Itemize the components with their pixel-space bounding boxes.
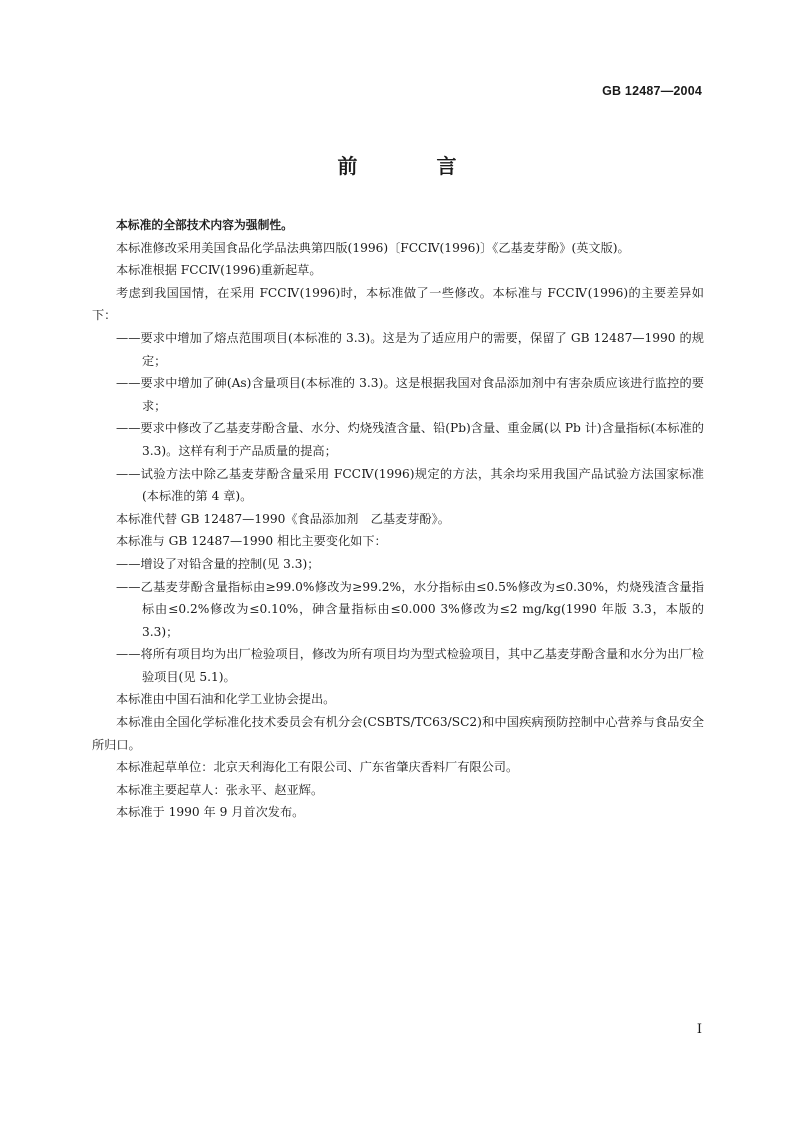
page-number: I — [696, 1022, 702, 1037]
list-item: ——将所有项目均为出厂检验项目，修改为所有项目均为型式检验项目，其中乙基麦芽酚含量和水分为出厂检验项目(见 5.1)。 — [116, 647, 704, 684]
paragraph: 本标准的全部技术内容为强制性。 — [116, 218, 293, 232]
list-item: ——要求中增加了熔点范围项目(本标准的 3.3)。这是为了适应用户的需要，保留了 GB 12487—1990 的规定； — [116, 330, 704, 368]
foreword-body — [92, 214, 704, 824]
paragraph: 本标准起草单位：北京天利海化工有限公司、广东省肇庆香料厂有限公司。 — [116, 760, 519, 775]
paragraph: 本标准修改采用美国食品化学品法典第四版(1996)〔FCCⅣ(1996)〕《乙基麦芽酚》(英文版)。 — [116, 240, 630, 255]
list-item: ——试验方法中除乙基麦芽酚含量采用 FCCⅣ(1996)规定的方法，其余均采用我国产品试验方法国家标准(本标准的第 4 章)。 — [116, 466, 704, 504]
list-item: ——要求中修改了乙基麦芽酚含量、水分、灼烧残渣含量、铅(Pb)含量、重金属(以 Pb 计)含量指标(本标准的 3.3)。这样有利于产品质量的提高； — [116, 421, 704, 458]
paragraph: 本标准于 1990 年 9 月首次发布。 — [116, 805, 305, 820]
list-item: ——增设了对铅含量的控制(见 3.3)； — [116, 556, 320, 571]
paragraph: 本标准代替 GB 12487—1990《食品添加剂 乙基麦芽酚》。 — [116, 511, 450, 526]
paragraph: 考虑到我国国情，在采用 FCCⅣ(1996)时，本标准做了一些修改。本标准与 FCCⅣ(1996)的主要差异如下： — [92, 285, 704, 323]
paragraph: 本标准根据 FCCⅣ(1996)重新起草。 — [116, 263, 322, 278]
standard-number: GB 12487—2004 — [602, 84, 702, 98]
list-item: ——乙基麦芽酚含量指标由≥99.0%修改为≥99.2%，水分指标由≤0.5%修改为≤0.30%，灼烧残渣含量指标由≤0.2%修改为≤0.10%，砷含量指标由≤0.000 3%修改为≤2 mg/kg(1990 年版 3.3，本版的 3.3)； — [116, 579, 704, 639]
page-title: 前 言 — [337, 154, 493, 178]
list-item: ——要求中增加了砷(As)含量项目(本标准的 3.3)。这是根据我国对食品添加剂中有害杂质应该进行监控的要求； — [116, 376, 704, 413]
paragraph: 本标准由全国化学标准化技术委员会有机分会(CSBTS/TC63/SC2)和中国疾病预防控制中心营养与食品安全所归口。 — [92, 715, 704, 752]
paragraph: 本标准与 GB 12487—1990 相比主要变化如下： — [116, 534, 387, 549]
paragraph: 本标准由中国石油和化学工业协会提出。 — [116, 692, 336, 707]
paragraph: 本标准主要起草人：张永平、赵亚辉。 — [116, 782, 324, 797]
